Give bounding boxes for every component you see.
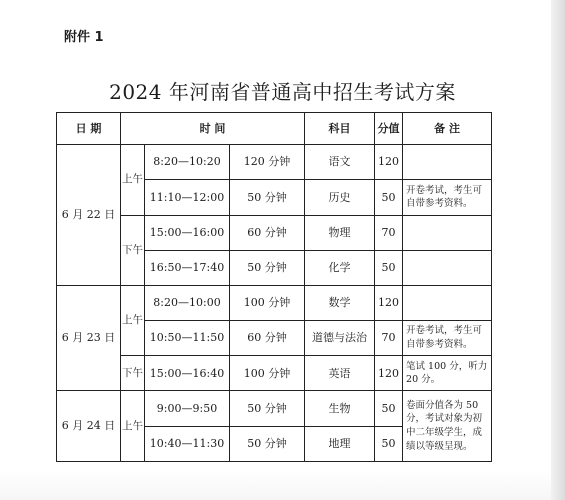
score-cell: 50 [375,391,403,426]
score-cell: 70 [375,215,403,250]
header-date: 日 期 [57,113,121,145]
table-row [57,356,492,391]
subject-cell: 英语 [305,356,375,391]
note-cell [403,215,492,250]
duration-cell: 100 分钟 [230,285,305,320]
header-subject: 科目 [305,113,375,145]
note-cell: 笔试 100 分，听力 20 分。 [403,356,492,391]
exam-schedule-table [56,112,492,462]
score-cell: 50 [375,426,403,461]
table-row [57,285,492,320]
header-score: 分值 [375,113,403,145]
time-range-cell: 15:00—16:40 [145,356,230,391]
morning-label: 上午 [121,285,145,355]
time-range-cell: 10:40—11:30 [145,426,230,461]
afternoon-label: 下午 [121,356,145,391]
duration-cell: 60 分钟 [230,321,305,356]
date-cell: 6 月 24 日 [57,391,121,462]
note-cell: 卷面分值各为 50 分，考试对象为初中二年级学生，成绩以等级呈现。 [403,391,492,462]
duration-cell: 60 分钟 [230,215,305,250]
subject-cell: 生物 [305,391,375,426]
score-cell: 50 [375,180,403,215]
document-title: 2024 年河南省普通高中招生考试方案 [109,80,456,104]
time-range-cell: 15:00—16:00 [145,215,230,250]
duration-cell: 50 分钟 [230,250,305,285]
note-cell: 开卷考试，考生可自带参考资料。 [403,180,492,215]
header-time: 时 间 [121,113,305,145]
date-cell: 6 月 23 日 [57,285,121,391]
score-cell: 50 [375,250,403,285]
time-range-cell: 10:50—11:50 [145,321,230,356]
table-row [57,215,492,250]
note-cell [403,285,492,320]
subject-cell: 地理 [305,426,375,461]
note-cell [403,145,492,180]
header-row [57,113,492,145]
table-row [57,145,492,180]
table-row [57,391,492,426]
attachment-label: 附件 1 [64,30,104,45]
subject-cell: 语文 [305,145,375,180]
page-bottom-fade [0,470,551,500]
score-cell: 120 [375,145,403,180]
duration-cell: 50 分钟 [230,391,305,426]
subject-cell: 化学 [305,250,375,285]
subject-cell: 数学 [305,285,375,320]
duration-cell: 120 分钟 [230,145,305,180]
date-cell: 6 月 22 日 [57,145,121,286]
time-range-cell: 8:20—10:20 [145,145,230,180]
morning-label: 上午 [121,145,145,215]
morning-label: 上午 [121,391,145,462]
score-cell: 70 [375,321,403,356]
time-range-cell: 11:10—12:00 [145,180,230,215]
page-edge-shadow [551,0,565,500]
duration-cell: 100 分钟 [230,356,305,391]
afternoon-label: 下午 [121,215,145,285]
duration-cell: 50 分钟 [230,426,305,461]
subject-cell: 物理 [305,215,375,250]
time-range-cell: 8:20—10:00 [145,285,230,320]
score-cell: 120 [375,356,403,391]
subject-cell: 历史 [305,180,375,215]
time-range-cell: 16:50—17:40 [145,250,230,285]
note-cell [403,250,492,285]
duration-cell: 50 分钟 [230,180,305,215]
subject-cell: 道德与法治 [305,321,375,356]
score-cell: 120 [375,285,403,320]
header-notes: 备 注 [403,113,492,145]
time-range-cell: 9:00—9:50 [145,391,230,426]
note-cell: 开卷考试，考生可自带参考资料。 [403,321,492,356]
